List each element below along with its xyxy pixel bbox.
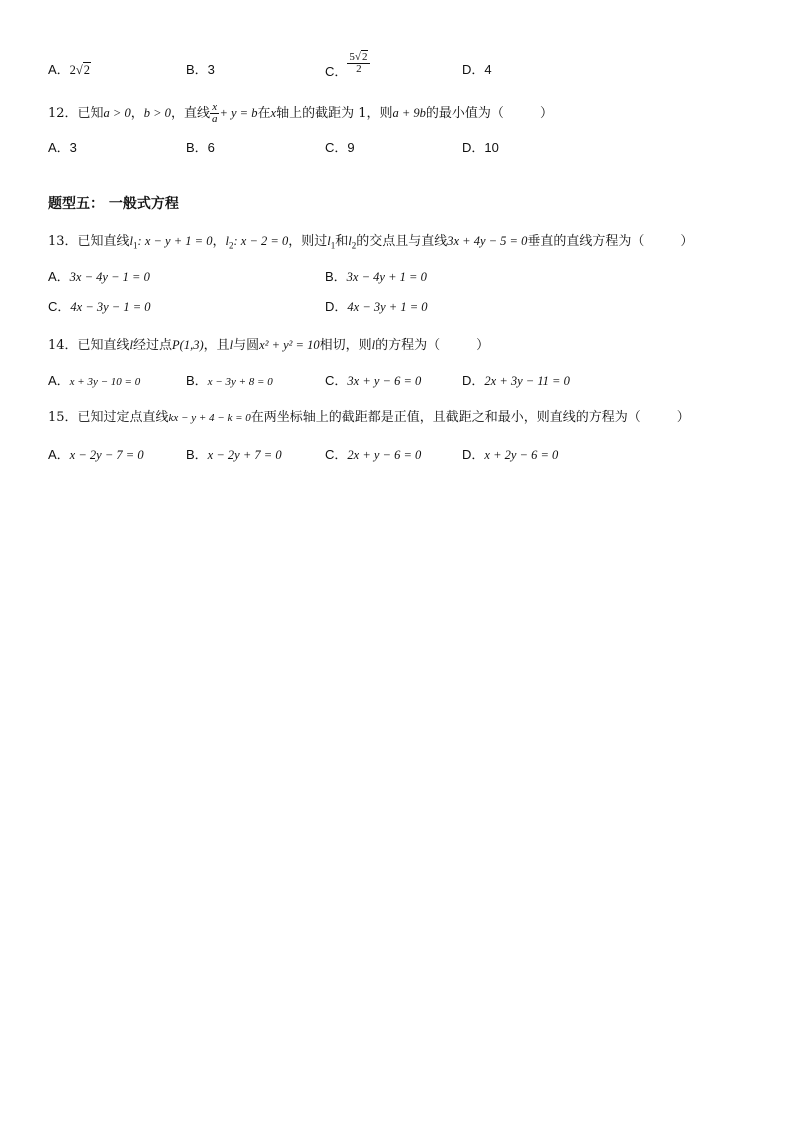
q13-option-b[interactable]: B．3x − 4y + 1 = 0 <box>325 269 427 284</box>
q11-option-d[interactable]: D．4 <box>462 62 492 77</box>
q14-stem: 14．已知直线l经过点P(1,3)，且l与圆x² + y² = 10相切，则l的方程为（ ） <box>48 338 490 353</box>
q15-option-a[interactable]: A．x − 2y − 7 = 0 <box>48 447 144 462</box>
q11-option-a-label: A． <box>48 62 70 77</box>
q11-option-c[interactable] <box>325 51 370 79</box>
q12-stem: 12．已知a > 0，b > 0，直线 $\frac{x}{a}$ + y = b在x轴上的截距为 1，则a + 9b的最小值为（ ） <box>48 101 553 125</box>
q11-option-b[interactable]: B．3 <box>186 62 215 77</box>
q12-fraction: $\frac{x}{a}$ <box>211 101 218 125</box>
q15-option-c[interactable]: C．2x + y − 6 = 0 <box>325 447 422 462</box>
q12-option-d[interactable]: D．10 <box>462 140 499 155</box>
q12-option-b[interactable]: B．6 <box>186 140 215 155</box>
q11-option-c-fraction: $\frac{5√2}{2}$ <box>347 52 370 75</box>
q14-option-d[interactable]: D．2x + 3y − 11 = 0 <box>462 373 570 388</box>
q15-option-b[interactable]: B．x − 2y + 7 = 0 <box>186 447 282 462</box>
q15-stem: 15．已知过定点直线kx − y + 4 − k = 0在两坐标轴上的截距都是正值，且截距之和最小，则直线的方程为（ ） <box>48 410 690 425</box>
q13-option-d[interactable]: D．4x − 3y + 1 = 0 <box>325 299 428 314</box>
q11-option-a-value: 2√2 <box>69 63 91 77</box>
q13-option-a[interactable]: A．3x − 4y − 1 = 0 <box>48 269 150 284</box>
q14-option-b[interactable]: B．x − 3y + 8 = 0 <box>186 373 273 388</box>
q12-option-a[interactable]: A．3 <box>48 140 77 155</box>
q11-option-c-label: C． <box>325 64 348 79</box>
q11-option-a[interactable] <box>48 61 91 80</box>
q12-option-c[interactable]: C．9 <box>325 140 355 155</box>
q14-option-c[interactable]: C．3x + y − 6 = 0 <box>325 373 422 388</box>
q13-option-c[interactable]: C．4x − 3y − 1 = 0 <box>48 299 151 314</box>
q13-stem: 13．已知直线$l_1$: x − y + 1 = 0，$l_2$: x − 2 = 0，则过$l_1$和$l_2$的交点且与直线3x + 4y − 5 = 0垂直的直线方程为（ ） <box>48 234 694 251</box>
q15-option-d[interactable]: D．x + 2y − 6 = 0 <box>462 447 559 462</box>
q14-option-a[interactable]: A．x + 3y − 10 = 0 <box>48 373 141 388</box>
section-title: 题型五： 一般式方程 <box>48 196 179 212</box>
